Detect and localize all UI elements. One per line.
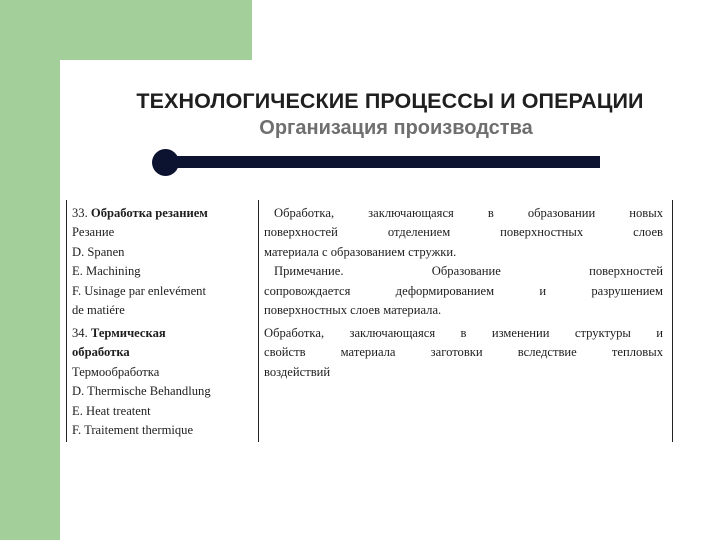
slide-subtitle: Организация производства — [259, 117, 533, 139]
definition-line: свойств материала заготовки вследствие тепловых — [264, 345, 663, 360]
term-heading — [72, 204, 256, 223]
table-left-border — [66, 200, 67, 442]
term-synonym: Резание — [72, 225, 115, 240]
term-synonym-de: D. Thermische Behandlung — [72, 384, 211, 399]
term-name-cont: обработка — [72, 345, 130, 360]
slide-header — [60, 86, 720, 140]
term-cell-33 — [72, 204, 256, 320]
term-synonym-en: E. Heat treatent — [72, 403, 151, 418]
decorative-green-band-left — [0, 0, 60, 540]
definition-cell-33 — [264, 204, 663, 320]
term-number: 34. — [72, 326, 88, 340]
definition-line: воздействий — [264, 364, 331, 379]
definition-line: Обработка, заключающаяся в образовании новых — [274, 206, 663, 220]
table-column-separator — [258, 200, 259, 442]
title-divider-dot — [152, 149, 179, 176]
term-number: 33. — [72, 206, 88, 220]
decorative-green-band-top — [0, 0, 252, 60]
term-name: Обработка резанием — [90, 206, 208, 220]
terms-table — [66, 200, 676, 442]
title-divider-bar — [163, 156, 600, 168]
definition-note-line: Примечание. Образование поверхностей — [274, 264, 663, 279]
term-synonym-fr-cont: de matiére — [72, 303, 125, 318]
definition-line: Обработка, заключающаяся в изменении структуры и — [264, 326, 663, 340]
term-synonym-fr: F. Usinage par enlevément — [72, 283, 206, 298]
table-right-border — [672, 200, 673, 442]
definition-line: материала с образованием стружки. — [264, 244, 457, 259]
term-synonym-de: D. Spanen — [72, 244, 125, 259]
definition-line: поверхностей отделением поверхностных слоев — [264, 225, 663, 240]
term-heading — [72, 324, 256, 343]
term-name: Термическая — [90, 326, 166, 340]
term-cell-34 — [72, 324, 256, 440]
definition-note-line: сопровождается деформированием и разрушением — [264, 283, 663, 298]
slide-title: ТЕХНОЛОГИЧЕСКИЕ ПРОЦЕССЫ И ОПЕРАЦИИ — [136, 89, 644, 113]
term-synonym-fr: F. Traitement thermique — [72, 423, 194, 438]
definition-cell-34 — [264, 324, 663, 382]
term-synonym: Термообработка — [72, 364, 160, 379]
term-synonym-en: E. Machining — [72, 264, 141, 279]
definition-note-line: поверхностных слоев материала. — [264, 303, 442, 318]
